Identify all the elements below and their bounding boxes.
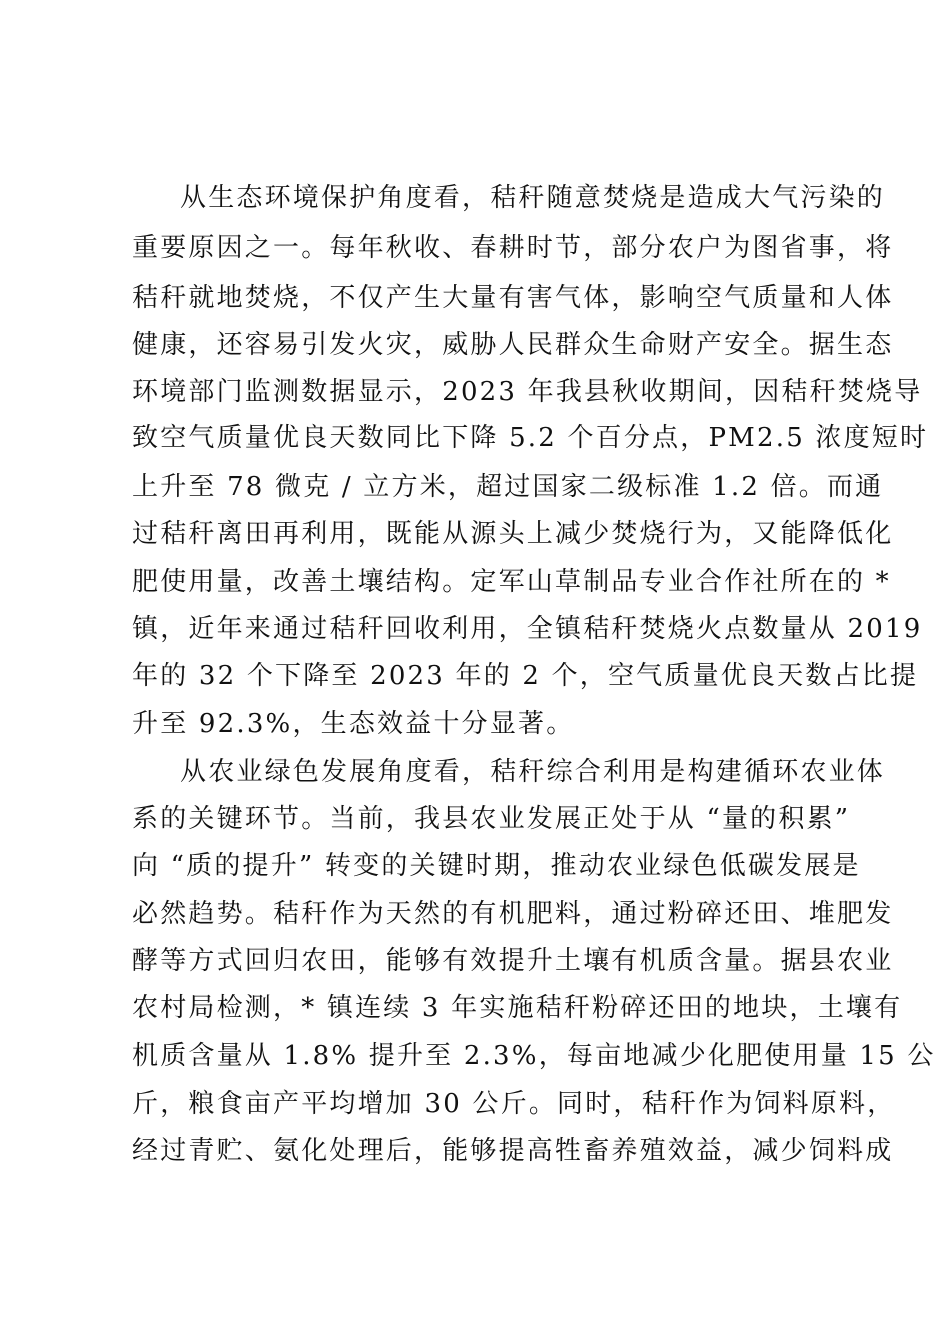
paragraph-1-line-7: 上升至 78 微克 / 立方米，超过国家二级标准 1.2 倍。而通 [132,472,884,502]
paragraph-2-line-1: 从农业绿色发展角度看，秸秆综合利用是构建循环农业体 [180,757,886,787]
paragraph-2-line-7: 机质含量从 1.8% 提升至 2.3%，每亩地减少化肥使用量 15 公 [132,1041,936,1071]
paragraph-1-line-9: 肥使用量，改善土壤结构。定军山草制品专业合作社所在的 * [132,567,891,597]
paragraph-1-line-5: 环境部门监测数据显示，2023 年我县秋收期间，因秸秆焚烧导 [132,377,923,407]
paragraph-1-line-6: 致空气质量优良天数同比下降 5.2 个百分点，PM2.5 浓度短时 [132,423,929,453]
paragraph-2-line-4: 必然趋势。秸秆作为天然的有机肥料，通过粉碎还田、堆肥发 [132,899,894,929]
paragraph-2-line-9: 经过青贮、氨化处理后，能够提高牲畜养殖效益，减少饲料成 [132,1136,894,1166]
paragraph-2-line-5: 酵等方式回归农田，能够有效提升土壤有机质含量。据县农业 [132,946,894,976]
paragraph-2-line-2: 系的关键环节。当前，我县农业发展正处于从 “量的积累” [132,804,851,834]
paragraph-1-line-3: 秸秆就地焚烧，不仅产生大量有害气体，影响空气质量和人体 [132,283,894,313]
paragraph-1-line-8: 过秸秆离田再利用，既能从源头上减少焚烧行为，又能降低化 [132,519,894,549]
paragraph-1-line-12: 升至 92.3%，生态效益十分显著。 [132,709,575,739]
paragraph-1-line-11: 年的 32 个下降至 2023 年的 2 个，空气质量优良天数占比提 [132,661,919,691]
paragraph-1-line-4: 健康，还容易引发火灾，威胁人民群众生命财产安全。据生态 [132,330,894,360]
paragraph-2-line-3: 向 “质的提升” 转变的关键时期，推动农业绿色低碳发展是 [132,851,861,881]
paragraph-1-line-1: 从生态环境保护角度看，秸秆随意焚烧是造成大气污染的 [180,183,886,213]
paragraph-2-line-8: 斤，粮食亩产平均增加 30 公斤。同时，秸秆作为饲料原料， [132,1089,896,1119]
paragraph-1-line-10: 镇，近年来通过秸秆回收利用，全镇秸秆焚烧火点数量从 2019 [132,614,923,644]
paragraph-2-line-6: 农村局检测，* 镇连续 3 年实施秸秆粉碎还田的地块，土壤有 [132,993,903,1023]
paragraph-1-line-2: 重要原因之一。每年秋收、春耕时节，部分农户为图省事，将 [132,233,894,263]
